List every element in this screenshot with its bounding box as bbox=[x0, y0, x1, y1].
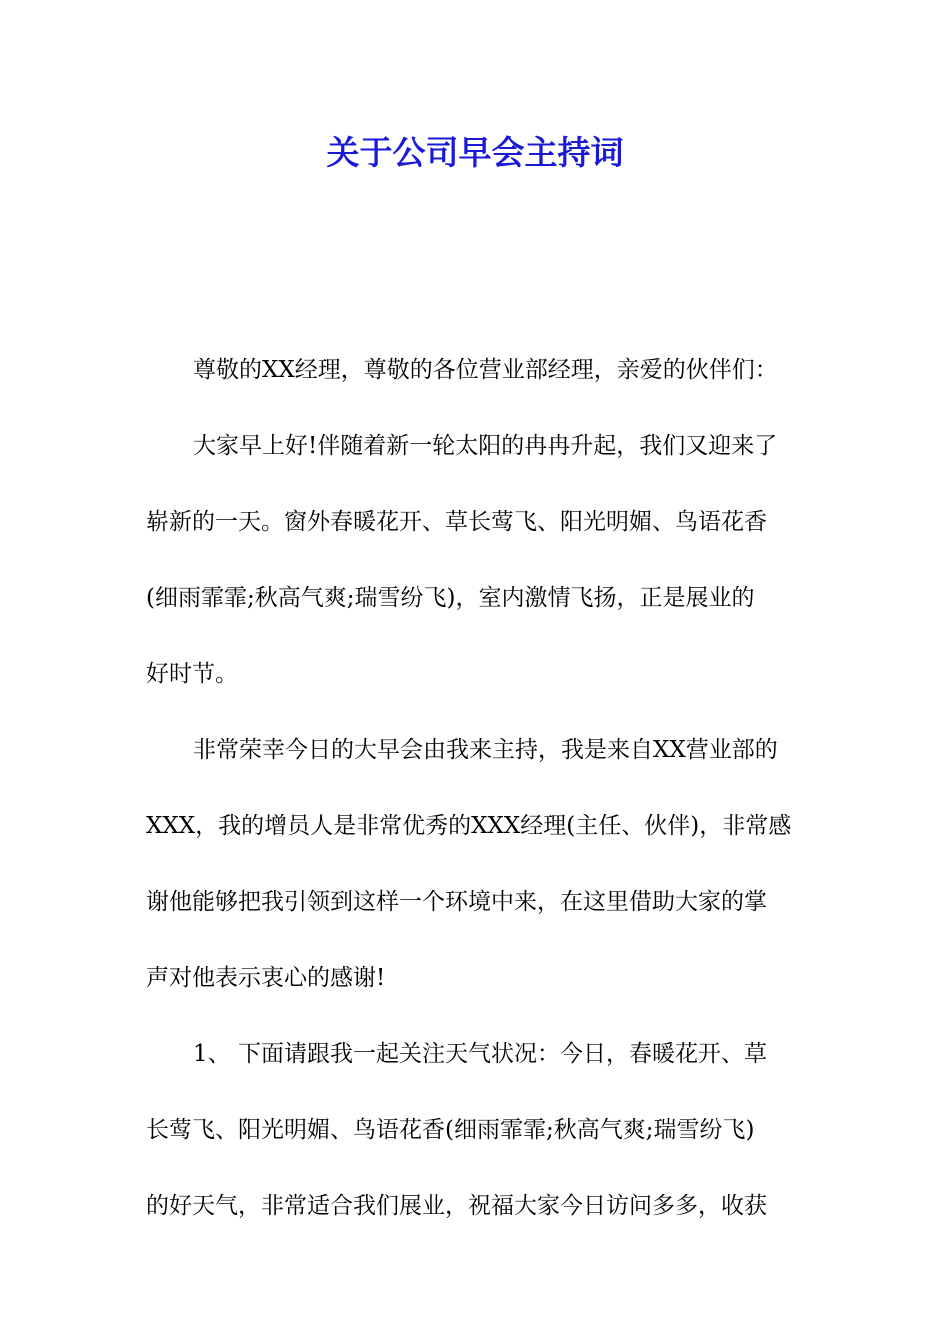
document-body bbox=[146, 332, 806, 1244]
text-line: 非常荣幸今日的大早会由我来主持，我是来自XX营业部的 bbox=[193, 737, 778, 763]
text-line: 谢他能够把我引领到这样一个环境中来，在这里借助大家的掌 bbox=[146, 889, 767, 915]
text-line: 1、 下面请跟我一起关注天气状况：今日，春暖花开、草 bbox=[193, 1041, 767, 1067]
text-line: 长莺飞、阳光明媚、鸟语花香(细雨霏霏;秋高气爽;瑞雪纷飞) bbox=[146, 1117, 755, 1143]
paragraph-host-intro bbox=[146, 712, 806, 1016]
text-line: 崭新的一天。窗外春暖花开、草长莺飞、阳光明媚、鸟语花香 bbox=[146, 509, 767, 535]
text-line: XXX，我的增员人是非常优秀的XXX经理(主任、伙伴)，非常感 bbox=[146, 813, 792, 839]
paragraph-morning bbox=[146, 408, 806, 712]
text-line: 好时节。 bbox=[146, 661, 238, 687]
paragraph-greeting bbox=[146, 332, 806, 408]
text-line: 大家早上好!伴随着新一轮太阳的冉冉升起，我们又迎来了 bbox=[193, 433, 778, 459]
document-title: 关于公司早会主持词 bbox=[326, 133, 624, 172]
text-line: 的好天气，非常适合我们展业，祝福大家今日访问多多，收获 bbox=[146, 1193, 767, 1219]
text-line: 声对他表示衷心的感谢! bbox=[146, 965, 386, 991]
paragraph-weather bbox=[146, 1016, 806, 1244]
text-line: 尊敬的XX经理，尊敬的各位营业部经理，亲爱的伙伴们： bbox=[193, 357, 778, 383]
text-line: (细雨霏霏;秋高气爽;瑞雪纷飞)，室内激情飞扬，正是展业的 bbox=[146, 585, 755, 611]
